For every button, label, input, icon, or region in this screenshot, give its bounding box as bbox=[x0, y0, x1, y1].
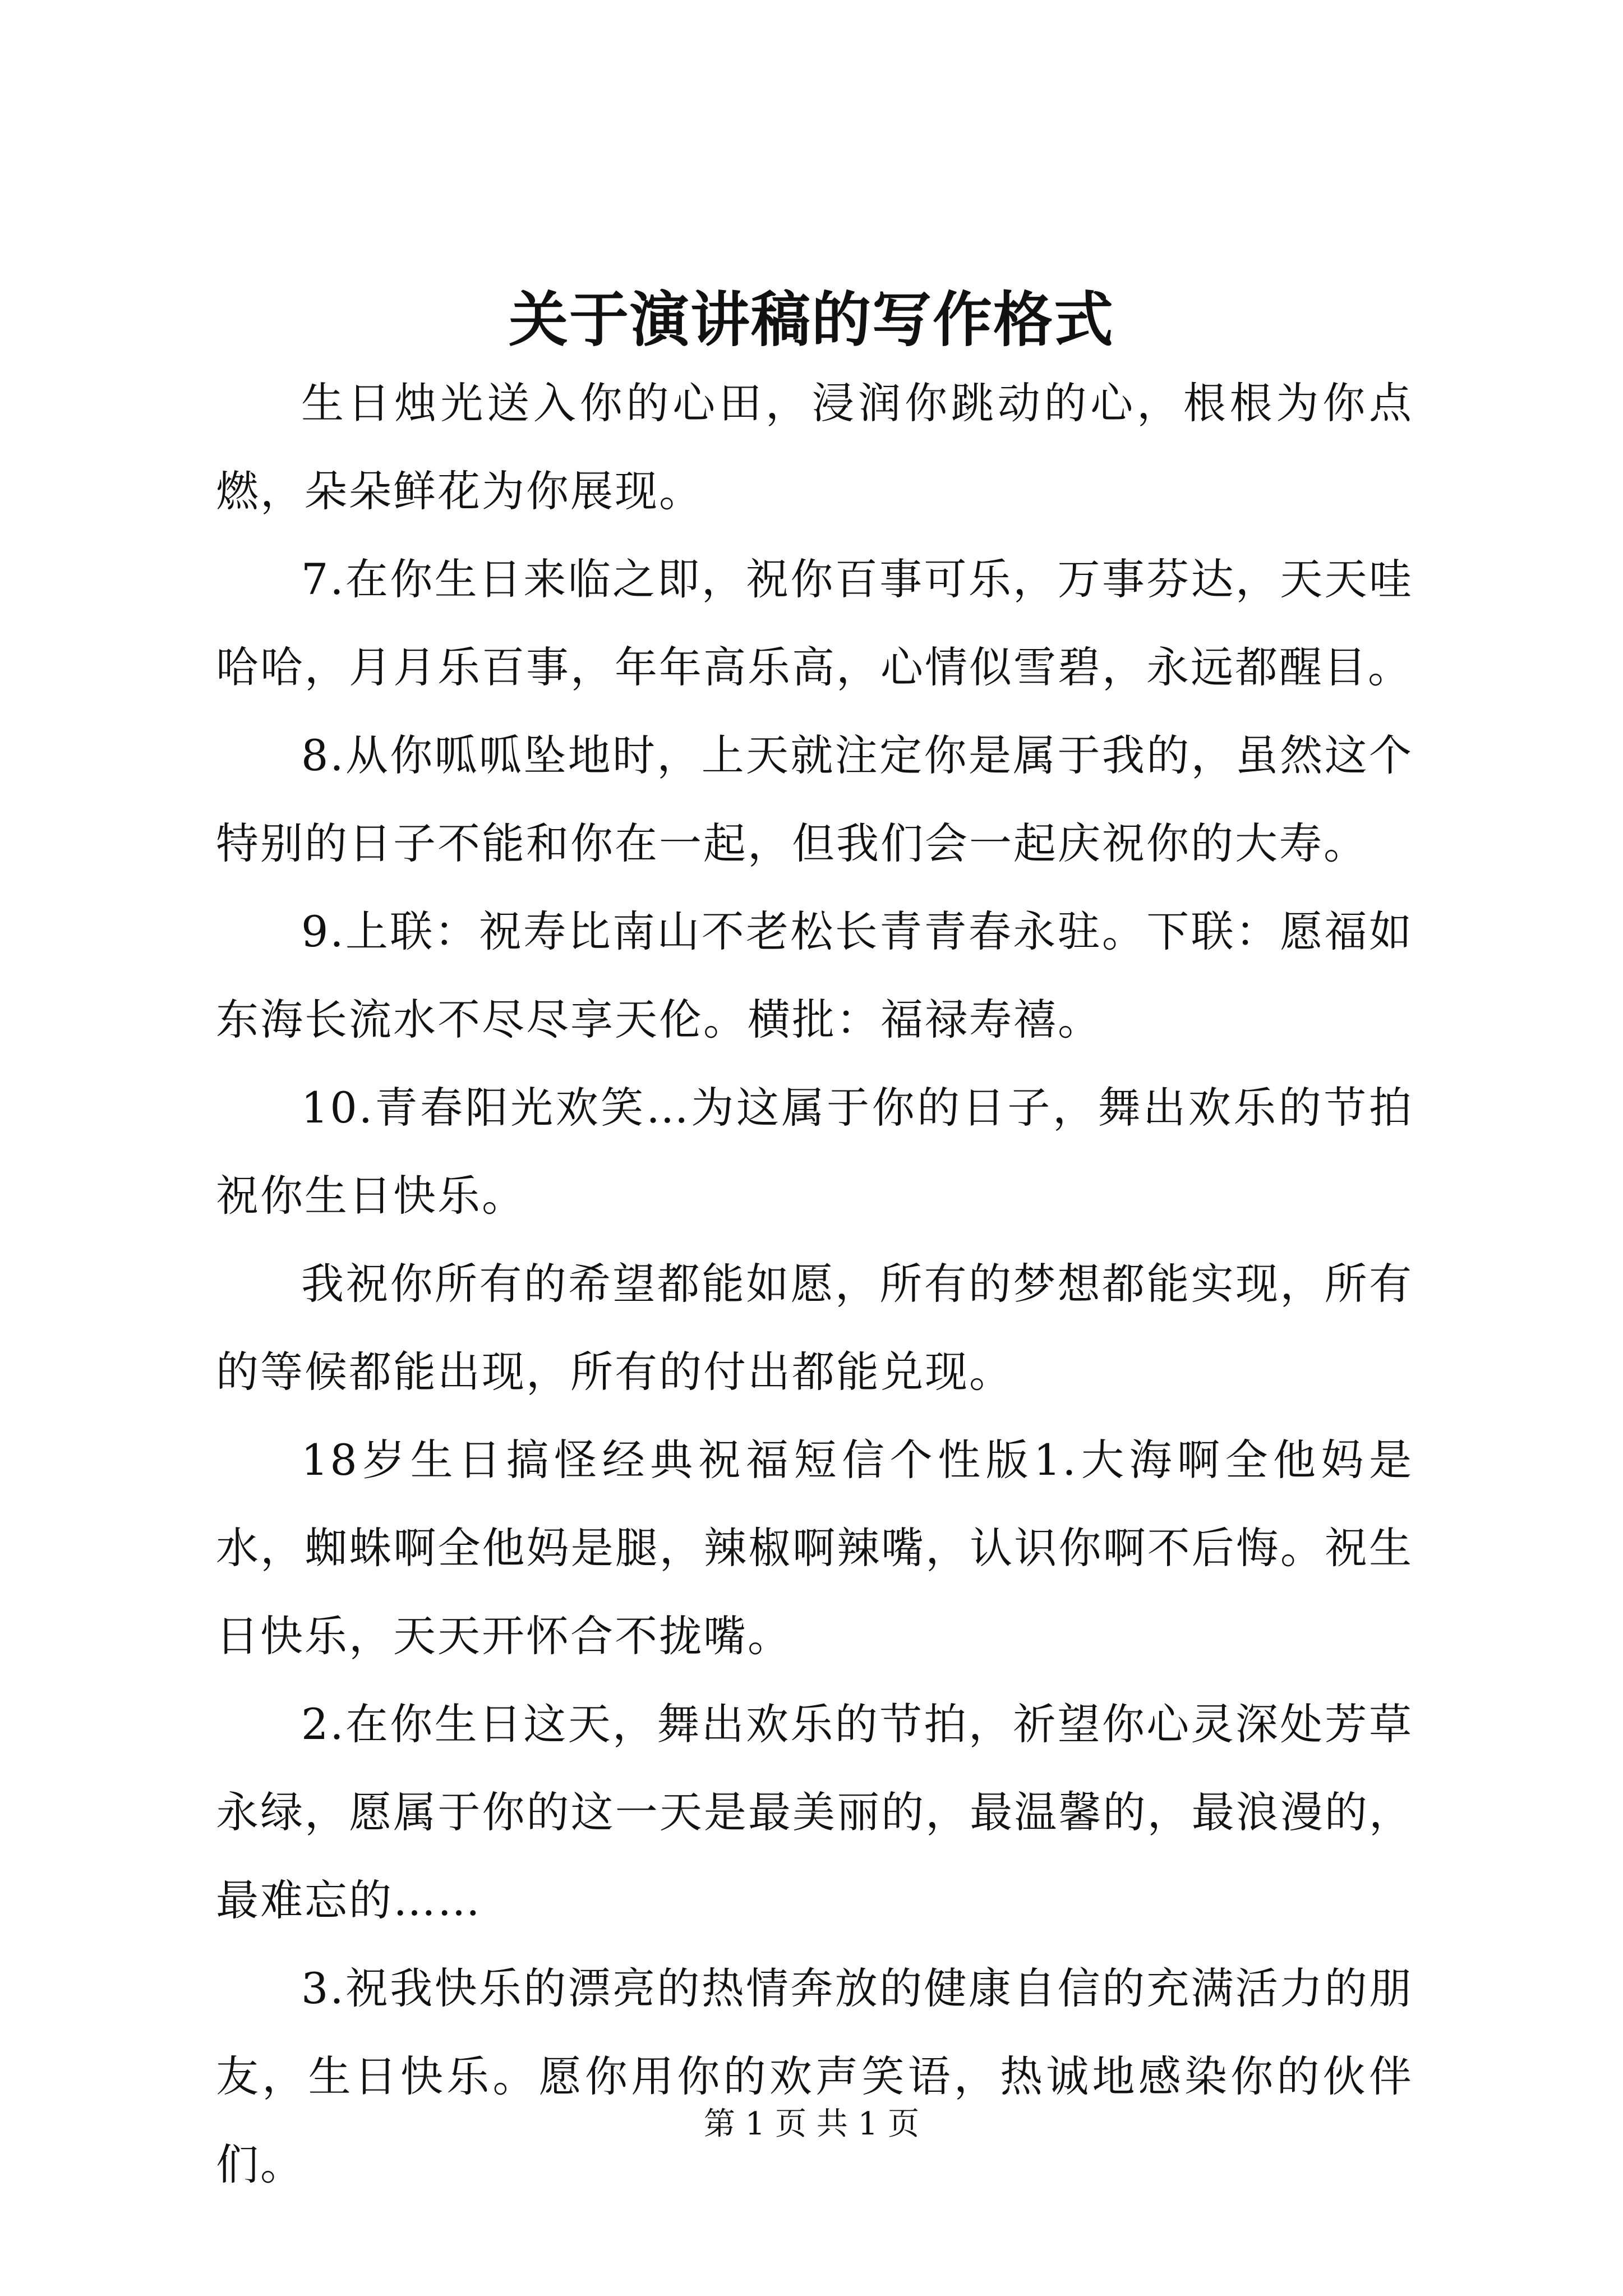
document-body bbox=[216, 359, 1413, 2208]
paragraph: 3.祝我快乐的漂亮的热情奔放的健康自信的充满活力的朋友，生日快乐。愿你用你的欢声笑语，热诚地感染你的伙伴们。 bbox=[216, 1963, 1413, 2189]
paragraph: 2.在你生日这天，舞出欢乐的节拍，祈望你心灵深处芳草永绿，愿属于你的这一天是最美丽的，最温馨的，最浪漫的，最难忘的…… bbox=[216, 1699, 1413, 1925]
paragraph: 8.从你呱呱坠地时，上天就注定你是属于我的，虽然这个特别的日子不能和你在一起，但我们会一起庆祝你的大寿。 bbox=[216, 730, 1413, 868]
page-footer: 第 1 页 共 1 页 bbox=[703, 2106, 920, 2142]
paragraph: 9.上联：祝寿比南山不老松长青青春永驻。下联：愿福如东海长流水不尽尽享天伦。横批：福禄寿禧。 bbox=[216, 907, 1413, 1045]
paragraph: 18岁生日搞怪经典祝福短信个性版1.大海啊全他妈是水，蜘蛛啊全他妈是腿，辣椒啊辣嘴，认识你啊不后悔。祝生日快乐，天天开怀合不拢嘴。 bbox=[216, 1435, 1413, 1661]
paragraph: 7.在你生日来临之即，祝你百事可乐，万事芬达，天天哇哈哈，月月乐百事，年年高乐高，心情似雪碧，永远都醒目。 bbox=[216, 554, 1413, 692]
paragraph: 生日烛光送入你的心田，浸润你跳动的心，根根为你点燃，朵朵鲜花为你展现。 bbox=[216, 378, 1413, 516]
paragraph: 10.青春阳光欢笑…为这属于你的日子，舞出欢乐的节拍祝你生日快乐。 bbox=[216, 1083, 1413, 1221]
paragraph: 我祝你所有的希望都能如愿，所有的梦想都能实现，所有的等候都能出现，所有的付出都能兑现。 bbox=[216, 1259, 1413, 1397]
document-title: 关于演讲稿的写作格式 bbox=[509, 284, 1114, 355]
